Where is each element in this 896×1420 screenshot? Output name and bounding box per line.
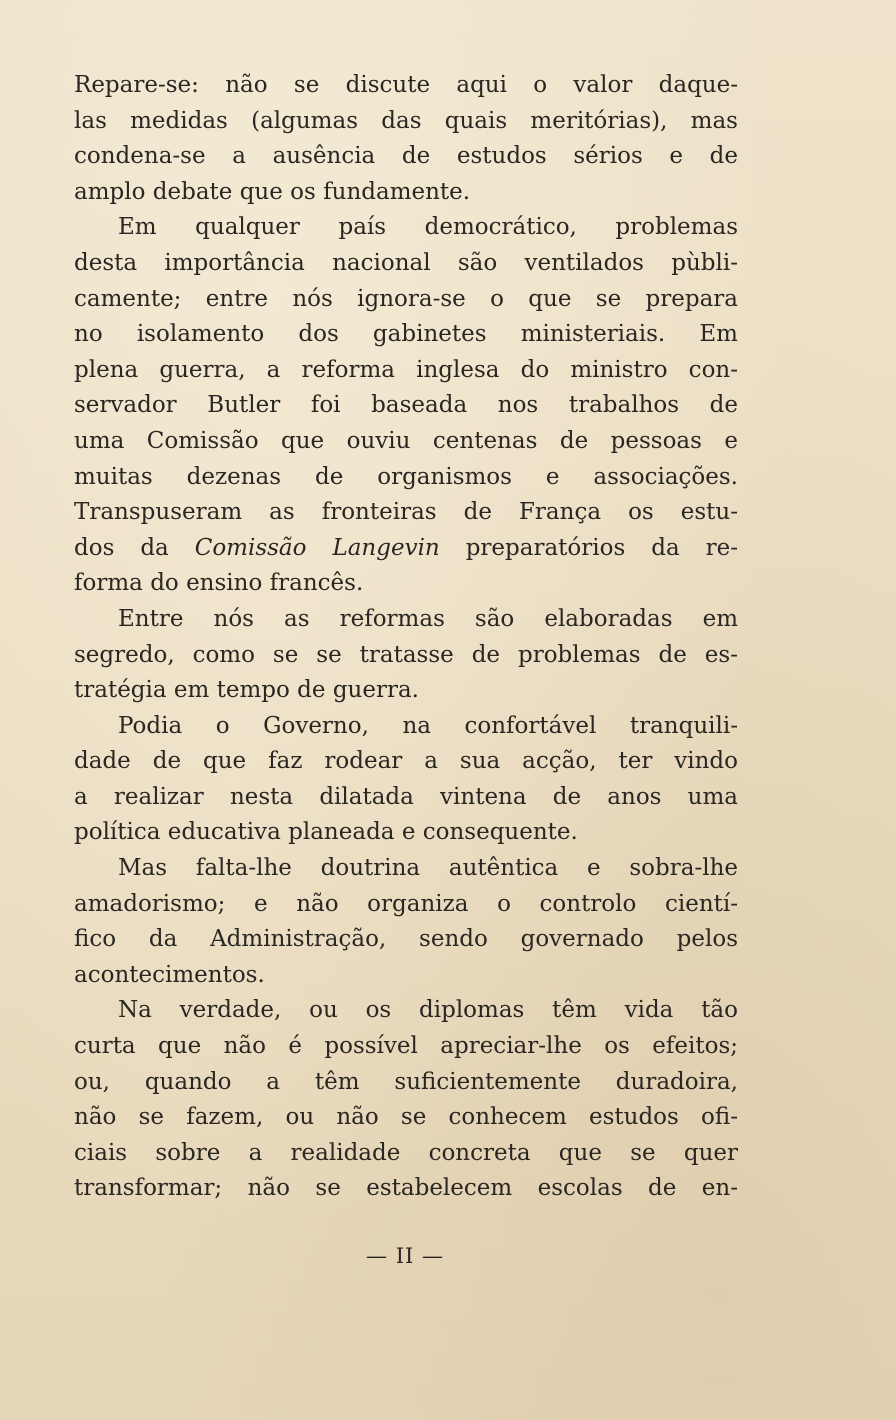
text-line: muitas dezenas de organismos e associações. — [74, 463, 738, 490]
body-text — [74, 68, 738, 1207]
text-segment: preparatórios da re- — [439, 534, 738, 561]
text-line: amplo debate que os fundamente. — [74, 178, 471, 205]
text-line: transformar; não se estabelecem escolas de en- — [74, 1175, 738, 1202]
text-line-with-italic — [74, 531, 738, 567]
text-line: curta que não é possível apreciar-lhe os efeitos; — [74, 1033, 738, 1060]
text-line: no isolamento dos gabinetes ministeriais. Em — [74, 321, 738, 348]
text-line: fico da Administração, sendo governado pelos — [74, 926, 738, 953]
text-line: ciais sobre a realidade concreta que se quer — [74, 1139, 738, 1166]
text-line: a realizar nesta dilatada vintena de anos uma — [74, 783, 738, 810]
text-line: Entre nós as reformas são elaboradas em — [118, 605, 738, 632]
text-line: servador Butler foi baseada nos trabalhos de — [74, 392, 738, 419]
text-line: las medidas (algumas das quais meritórias), mas — [74, 107, 738, 134]
text-line: uma Comissão que ouviu centenas de pessoas e — [74, 427, 738, 454]
text-line: desta importância nacional são ventilados pùbli- — [74, 249, 738, 276]
text-line: plena guerra, a reforma inglesa do ministro con- — [74, 356, 738, 383]
text-line: política educativa planeada e consequente. — [74, 819, 578, 846]
text-line: amadorismo; e não organiza o controlo cientí- — [74, 890, 738, 917]
text-line: condena-se a ausência de estudos sérios e de — [74, 143, 738, 170]
text-line: acontecimentos. — [74, 961, 265, 988]
italic-title: Comissão Langevin — [194, 534, 440, 561]
text-line: tratégia em tempo de guerra. — [74, 677, 419, 704]
text-line: Repare-se: não se discute aqui o valor daque- — [74, 72, 738, 98]
text-line: não se fazem, ou não se conhecem estudos ofi- — [74, 1104, 738, 1131]
text-line: segredo, como se se tratasse de problemas de es- — [74, 641, 738, 668]
page-number: — II — — [366, 1244, 444, 1268]
text-line: Na verdade, ou os diplomas têm vida tão — [118, 997, 738, 1024]
text-line: ou, quando a têm suficientemente duradoira, — [74, 1068, 738, 1095]
text-line: Mas falta-lhe doutrina autêntica e sobra-lhe — [118, 855, 738, 882]
text-segment: dos da — [74, 534, 195, 561]
text-line: Podia o Governo, na confortável tranquili- — [118, 712, 738, 739]
text-line: camente; entre nós ignora-se o que se prepara — [74, 285, 738, 312]
text-line: dade de que faz rodear a sua acção, ter vindo — [74, 748, 738, 775]
text-line: Em qualquer país democrático, problemas — [118, 214, 738, 241]
text-line: Transpuseram as fronteiras de França os estu- — [74, 499, 738, 526]
text-line: forma do ensino francês. — [74, 570, 364, 597]
